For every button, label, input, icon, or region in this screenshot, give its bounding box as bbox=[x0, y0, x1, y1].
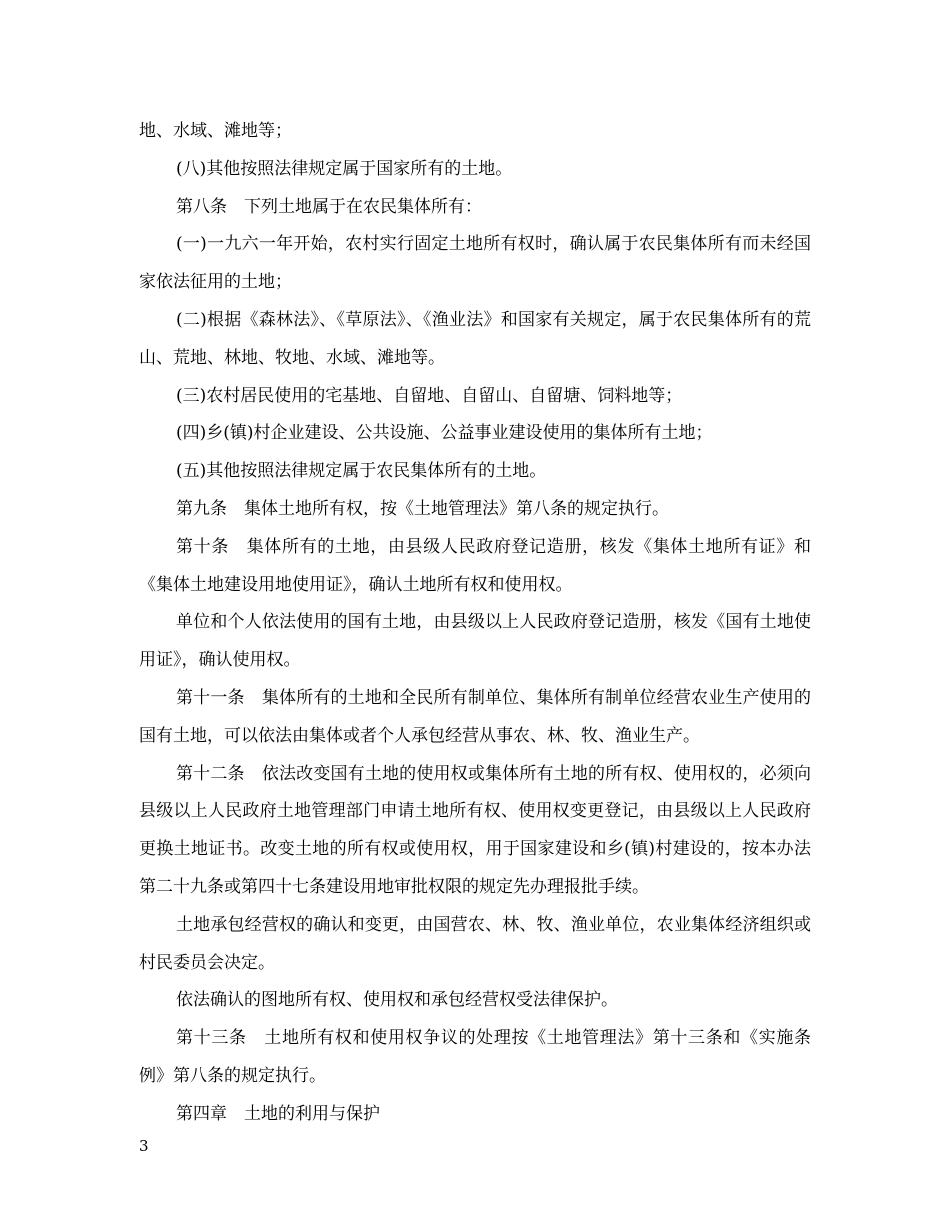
paragraph: 依法确认的图地所有权、使用权和承包经营权受法律保护。 bbox=[176, 990, 618, 1011]
paragraph: 单位和个人依法使用的国有土地，由县级以上人民政府登记造册，核发《国有土地使用证》，确认使用权。 bbox=[139, 612, 811, 671]
paragraph: (一)一九六一年开始，农村实行固定土地所有权时，确认属于农民集体所有而未经国家依法征用的土地； bbox=[139, 234, 811, 293]
paragraph: (三)农村居民使用的宅基地、自留地、自留山、自留塘、饲料地等； bbox=[176, 385, 683, 406]
article-10: 第十条 集体所有的土地，由县级人民政府登记造册，核发《集体土地所有证》和《集体土地建设用地使用证》，确认土地所有权和使用权。 bbox=[139, 536, 811, 595]
article-12: 第十二条 依法改变国有土地的使用权或集体所有土地的所有权、使用权的，必须向县级以上人民政府土地管理部门申请土地所有权、使用权变更登记，由县级以上人民政府更换土地证书。改变土地的所有权或使用权，用于国家建设和乡(镇)村建设的，按本办法第二十九条或第四十七条建设用地审批权限的规定先办理报批手续。 bbox=[139, 763, 811, 897]
paragraph: 地、水域、滩地等； bbox=[139, 121, 292, 141]
article-13: 第十三条 土地所有权和使用权争议的处理按《土地管理法》第十三条和《实施条例》第八条的规定执行。 bbox=[139, 1028, 811, 1086]
chapter-heading: 第四章 土地的利用与保护 bbox=[176, 1103, 380, 1124]
paragraph: (二)根据《森林法》、《草原法》、《渔业法》和国家有关规定，属于农民集体所有的荒山、荒地、林地、牧地、水域、滩地等。 bbox=[139, 309, 811, 368]
paragraph: (四)乡(镇)村企业建设、公共设施、公益事业建设使用的集体所有土地； bbox=[176, 423, 713, 444]
paragraph: 土地承包经营权的确认和变更，由国营农、林、牧、渔业单位，农业集体经济组织或村民委员会决定。 bbox=[139, 914, 811, 973]
paragraph: (五)其他按照法律规定属于农民集体所有的土地。 bbox=[176, 461, 547, 482]
article-9: 第九条 集体土地所有权，按《土地管理法》第八条的规定执行。 bbox=[176, 498, 669, 519]
article-heading-8: 第八条 下列土地属于在农民集体所有： bbox=[176, 196, 482, 217]
article-11: 第十一条 集体所有的土地和全民所有制单位、集体所有制单位经营农业生产使用的国有土地，可以依法由集体或者个人承包经营从事农、林、牧、渔业生产。 bbox=[139, 687, 811, 746]
document-body bbox=[139, 113, 811, 1134]
page-number: 3 bbox=[139, 1137, 149, 1155]
paragraph: (八)其他按照法律规定属于国家所有的土地。 bbox=[176, 158, 513, 179]
